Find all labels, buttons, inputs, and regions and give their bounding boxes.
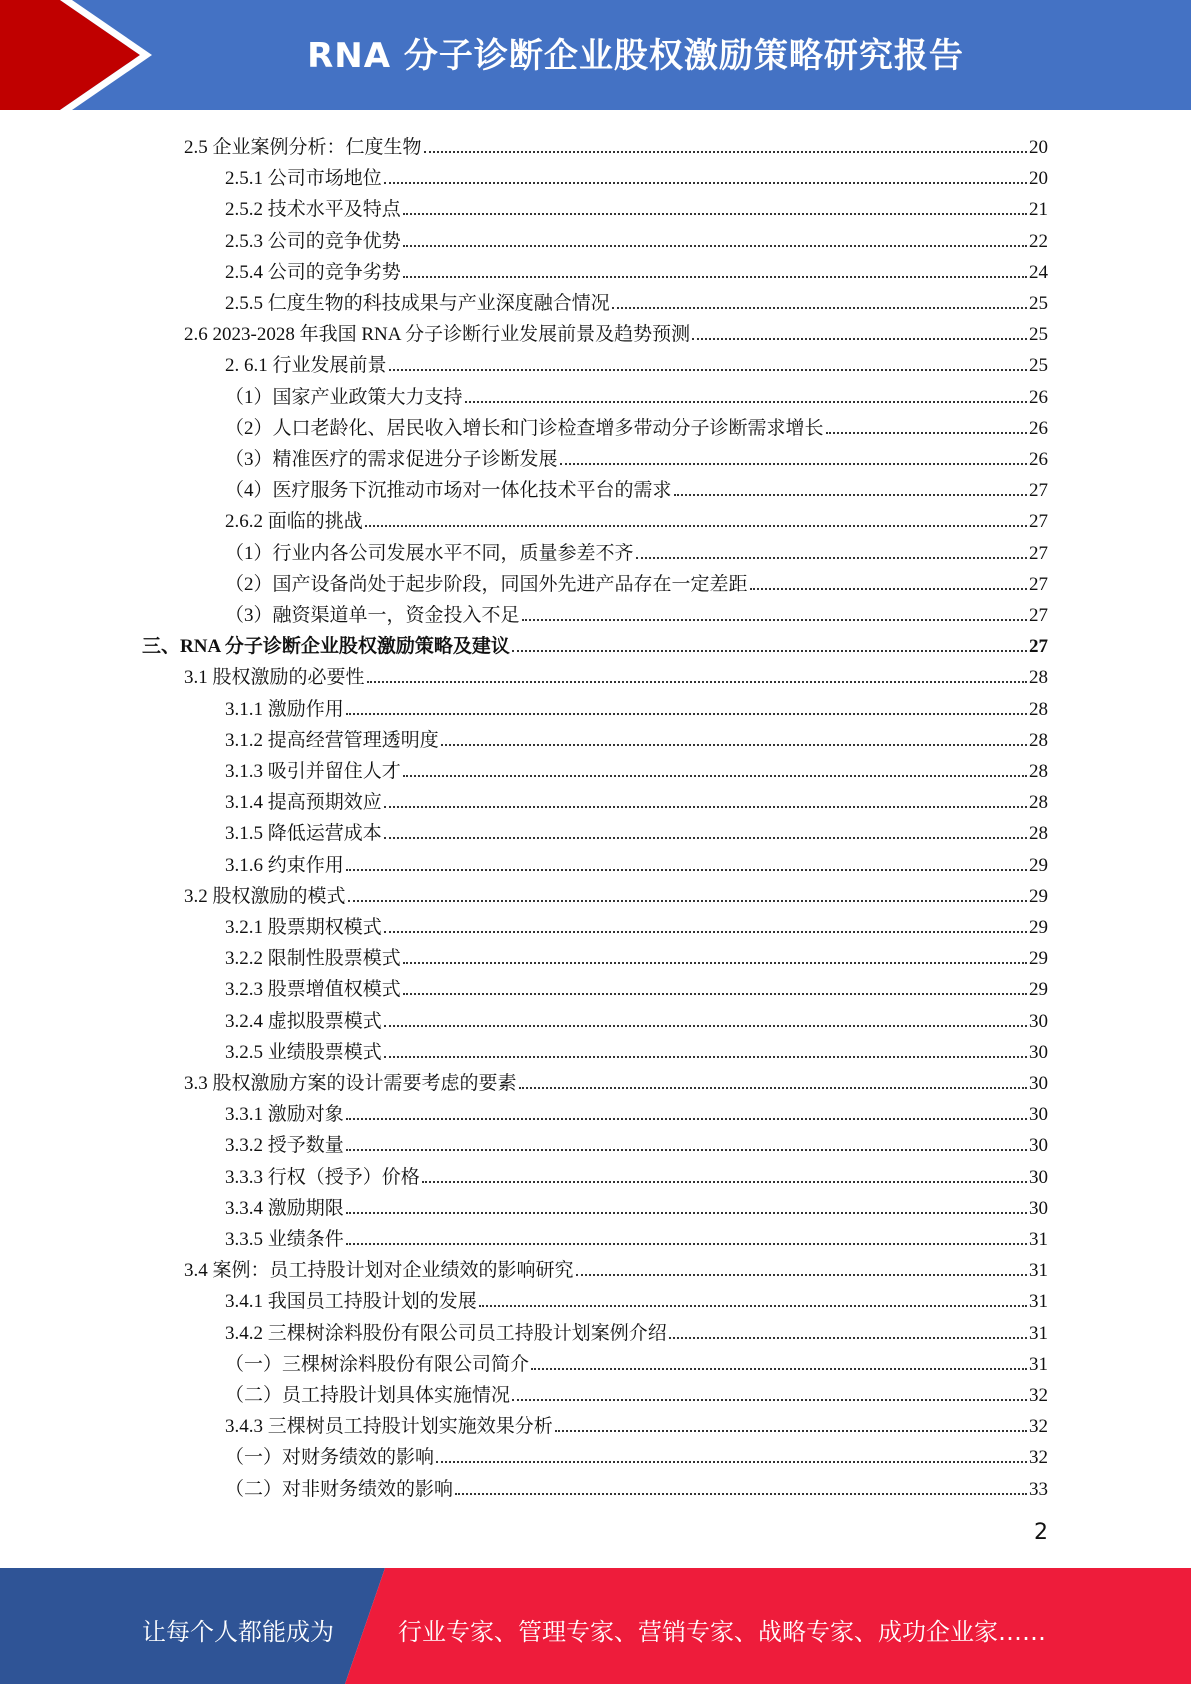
toc-entry[interactable]: [225, 970, 1048, 1001]
toc-entry[interactable]: [225, 502, 1048, 533]
toc-dot-leader: [531, 1368, 1027, 1370]
toc-entry-label: 2.5.3 公司的竞争优势: [225, 230, 401, 252]
toc-dot-leader: [384, 1056, 1027, 1058]
toc-entry[interactable]: [225, 783, 1048, 814]
toc-entry[interactable]: [225, 471, 1048, 502]
toc-entry-page: 25: [1029, 324, 1048, 346]
toc-dot-leader: [750, 588, 1027, 590]
toc-entry[interactable]: [225, 378, 1048, 409]
toc-entry[interactable]: [225, 1158, 1048, 1189]
toc-entry-page: 28: [1029, 761, 1048, 782]
toc-entry-page: 30: [1029, 1135, 1048, 1157]
toc-entry-label: （2）人口老龄化、居民收入增长和门诊检查增多带动分子诊断需求增长: [225, 417, 824, 439]
toc-dot-leader: [512, 650, 1027, 652]
toc-entry-label: 2.5.1 公司市场地位: [225, 168, 382, 190]
toc-dot-leader: [365, 525, 1027, 527]
toc-dot-leader: [479, 1305, 1027, 1307]
toc-entry[interactable]: [225, 440, 1048, 471]
toc-entry-page: 25: [1029, 355, 1048, 377]
toc-dot-leader: [555, 1430, 1027, 1432]
toc-entry[interactable]: [225, 939, 1048, 970]
toc-entry-label: 三、RNA 分子诊断企业股权激励策略及建议: [142, 636, 510, 658]
toc-dot-leader: [346, 1212, 1027, 1214]
toc-entry-label: 3.1.3 吸引并留住人才: [225, 761, 401, 782]
toc-entry-label: 2.6 2023-2028 年我国 RNA 分子诊断行业发展前景及趋势预测: [184, 324, 691, 346]
toc-entry[interactable]: [184, 315, 1048, 346]
toc-entry-page: 32: [1029, 1447, 1048, 1469]
toc-entry[interactable]: [225, 752, 1048, 783]
toc-entry-label: （一）三棵树涂料股份有限公司简介: [225, 1353, 530, 1375]
toc-entry-page: 29: [1029, 917, 1048, 938]
toc-entry-label: 3.2.1 股票期权模式: [225, 917, 382, 938]
toc-entry-page: 30: [1029, 1166, 1048, 1188]
toc-entry-label: 3.1.4 提高预期效应: [225, 792, 382, 814]
toc-entry-page: 26: [1029, 386, 1048, 408]
toc-dot-leader: [403, 962, 1027, 964]
toc-entry[interactable]: [225, 409, 1048, 440]
toc-dot-leader: [346, 1243, 1027, 1245]
toc-entry-page: 21: [1029, 199, 1048, 221]
toc-entry-label: 2.6.2 面临的挑战: [225, 511, 363, 533]
toc-dot-leader: [346, 713, 1027, 715]
toc-entry-page: 30: [1029, 1041, 1048, 1063]
toc-entry-page: 30: [1029, 1197, 1048, 1219]
toc-entry[interactable]: [225, 222, 1048, 253]
toc-entry-page: 20: [1029, 137, 1048, 158]
toc-entry-label: 3.3.3 行权（授予）价格: [225, 1166, 420, 1188]
toc-entry-label: 3.2.2 限制性股票模式: [225, 948, 401, 970]
toc-entry-page: 26: [1029, 417, 1048, 439]
toc-dot-leader: [612, 307, 1027, 309]
toc-entry-label: 3.4.2 三棵树涂料股份有限公司员工持股计划案例介绍: [225, 1322, 667, 1344]
toc-entry-label: （4）医疗服务下沉推动市场对一体化技术平台的需求: [225, 480, 672, 502]
toc-entry[interactable]: [225, 1470, 1048, 1501]
toc-entry-label: 3.1.5 降低运营成本: [225, 823, 382, 845]
toc-entry-page: 29: [1029, 948, 1048, 970]
toc-dot-leader: [403, 213, 1027, 215]
toc-entry-label: 3.4.1 我国员工持股计划的发展: [225, 1291, 477, 1313]
toc-dot-leader: [560, 463, 1027, 465]
toc-dot-leader: [403, 245, 1027, 247]
toc-entry-label: （3）融资渠道单一，资金投入不足: [225, 605, 520, 626]
toc-entry[interactable]: [225, 1345, 1048, 1376]
toc-entry[interactable]: [225, 1376, 1048, 1407]
toc-entry[interactable]: [225, 1002, 1048, 1033]
toc-dot-leader: [346, 869, 1027, 871]
toc-entry[interactable]: [225, 1282, 1048, 1313]
toc-entry[interactable]: [225, 1033, 1048, 1064]
toc-dot-leader: [403, 993, 1027, 995]
toc-entry[interactable]: [142, 627, 1048, 658]
toc-entry[interactable]: [225, 159, 1048, 190]
toc-entry-label: 3.3.5 业绩条件: [225, 1229, 344, 1250]
toc-dot-leader: [826, 432, 1027, 434]
toc-entry[interactable]: [225, 190, 1048, 221]
toc-entry[interactable]: [225, 346, 1048, 377]
toc-entry-page: 24: [1029, 261, 1048, 283]
toc-entry-page: 28: [1029, 667, 1048, 689]
toc-entry-page: 22: [1029, 230, 1048, 252]
toc-entry-page: 32: [1029, 1416, 1048, 1438]
toc-entry-page: 28: [1029, 823, 1048, 845]
toc-entry-label: 3.4.3 三棵树员工持股计划实施效果分析: [225, 1416, 553, 1438]
footer-slogan-right: 行业专家、管理专家、营销专家、战略专家、成功企业家……: [398, 1618, 1046, 1646]
toc-dot-leader: [465, 401, 1027, 403]
toc-dot-leader: [389, 369, 1027, 371]
page-footer: [0, 1568, 1191, 1684]
toc-entry-page: 30: [1029, 1010, 1048, 1032]
toc-entry-label: （1）行业内各公司发展水平不同，质量参差不齐: [225, 542, 634, 564]
toc-entry[interactable]: [225, 721, 1048, 752]
toc-entry[interactable]: [184, 1064, 1048, 1095]
toc-dot-leader: [348, 900, 1027, 902]
toc-dot-leader: [384, 806, 1027, 808]
toc-entry-label: 3.2.4 虚拟股票模式: [225, 1010, 382, 1032]
toc-entry-page: 26: [1029, 449, 1048, 470]
toc-dot-leader: [403, 775, 1027, 777]
toc-dot-leader: [519, 1087, 1027, 1089]
toc-entry[interactable]: [225, 565, 1048, 596]
toc-entry[interactable]: [225, 908, 1048, 939]
toc-entry-label: 2.5.2 技术水平及特点: [225, 199, 401, 221]
toc-dot-leader: [384, 182, 1027, 184]
page-header: [0, 0, 1191, 110]
toc-entry[interactable]: [225, 690, 1048, 721]
toc-entry-label: 3.1.2 提高经营管理透明度: [225, 729, 439, 751]
toc-dot-leader: [384, 837, 1027, 839]
toc-entry[interactable]: [225, 1314, 1048, 1345]
toc-entry-label: （二）员工持股计划具体实施情况: [225, 1385, 511, 1406]
toc-entry-label: 3.2.5 业绩股票模式: [225, 1041, 382, 1063]
toc-entry-page: 27: [1029, 605, 1048, 626]
toc-dot-leader: [422, 1181, 1027, 1183]
toc-dot-leader: [576, 1274, 1027, 1276]
toc-entry[interactable]: [184, 1251, 1048, 1282]
toc-entry-label: 3.2.3 股票增值权模式: [225, 979, 401, 1001]
toc-dot-leader: [512, 1399, 1027, 1401]
toc-entry[interactable]: [225, 1095, 1048, 1126]
toc-entry[interactable]: [225, 1438, 1048, 1469]
toc-entry[interactable]: [225, 253, 1048, 284]
toc-entry[interactable]: [225, 596, 1048, 627]
toc-entry[interactable]: [225, 1220, 1048, 1251]
toc-dot-leader: [403, 276, 1027, 278]
toc-entry-label: 2.5 企业案例分析：仁度生物: [184, 137, 422, 158]
toc-entry-page: 31: [1029, 1260, 1048, 1282]
toc-entry-label: （二）对非财务绩效的影响: [225, 1478, 454, 1500]
toc-entry-page: 31: [1029, 1353, 1048, 1375]
toc-entry-label: 2.5.5 仁度生物的科技成果与产业深度融合情况: [225, 293, 610, 314]
toc-dot-leader: [384, 1025, 1027, 1027]
toc-entry-page: 31: [1029, 1322, 1048, 1344]
toc-entry-page: 28: [1029, 698, 1048, 720]
toc-entry[interactable]: [225, 814, 1048, 845]
toc-entry[interactable]: [225, 846, 1048, 877]
toc-entry-label: （3）精准医疗的需求促进分子诊断发展: [225, 449, 558, 470]
toc-entry-page: 31: [1029, 1229, 1048, 1250]
toc-entry-label: 3.1 股权激励的必要性: [184, 667, 365, 689]
toc-entry-page: 27: [1029, 636, 1048, 658]
toc-entry-label: 3.1.6 约束作用: [225, 854, 344, 876]
toc-entry-page: 29: [1029, 885, 1048, 907]
toc-entry-page: 25: [1029, 293, 1048, 314]
toc-dot-leader: [436, 1461, 1027, 1463]
toc-dot-leader: [424, 151, 1027, 153]
toc-entry-page: 29: [1029, 854, 1048, 876]
toc-entry-page: 27: [1029, 480, 1048, 502]
toc-entry-page: 28: [1029, 729, 1048, 751]
toc-entry-page: 27: [1029, 542, 1048, 564]
toc-entry[interactable]: [184, 658, 1048, 689]
toc-entry[interactable]: [225, 284, 1048, 315]
toc-dot-leader: [367, 681, 1027, 683]
toc-entry-label: 3.1.1 激励作用: [225, 698, 344, 720]
toc-entry-page: 29: [1029, 979, 1048, 1001]
toc-entry-label: （2）国产设备尚处于起步阶段，同国外先进产品存在一定差距: [225, 573, 748, 595]
toc-dot-leader: [441, 744, 1027, 746]
toc-entry-page: 30: [1029, 1104, 1048, 1126]
toc-entry-label: 3.3.2 授予数量: [225, 1135, 344, 1157]
toc-entry[interactable]: [225, 534, 1048, 565]
toc-entry-page: 20: [1029, 168, 1048, 190]
toc-entry-page: 32: [1029, 1385, 1048, 1406]
toc-dot-leader: [522, 619, 1027, 621]
toc-entry[interactable]: [184, 128, 1048, 159]
toc-entry-label: 3.3 股权激励方案的设计需要考虑的要素: [184, 1073, 517, 1094]
toc-dot-leader: [346, 1149, 1027, 1151]
toc-dot-leader: [636, 557, 1027, 559]
toc-entry-label: 2. 6.1 行业发展前景: [225, 355, 387, 377]
toc-entry-label: （一）对财务绩效的影响: [225, 1447, 435, 1469]
toc-entry-page: 31: [1029, 1291, 1048, 1313]
toc-entry-label: 2.5.4 公司的竞争劣势: [225, 261, 401, 283]
toc-entry-label: 3.4 案例：员工持股计划对企业绩效的影响研究: [184, 1260, 574, 1282]
toc-entry-label: 3.2 股权激励的模式: [184, 885, 346, 907]
toc-dot-leader: [455, 1493, 1027, 1495]
toc-dot-leader: [669, 1337, 1027, 1339]
toc-entry[interactable]: [225, 1126, 1048, 1157]
toc-entry-page: 30: [1029, 1073, 1048, 1094]
toc-dot-leader: [384, 931, 1027, 933]
report-title: RNA 分子诊断企业股权激励策略研究报告: [307, 36, 964, 76]
toc-entry-label: （1）国家产业政策大力支持: [225, 386, 463, 408]
toc-entry-label: 3.3.4 激励期限: [225, 1197, 344, 1219]
footer-slogan-left: 让每个人都能成为: [142, 1618, 334, 1646]
toc-entry-label: 3.3.1 激励对象: [225, 1104, 344, 1126]
toc-dot-leader: [346, 1118, 1027, 1120]
toc-entry[interactable]: [184, 877, 1048, 908]
toc-entry[interactable]: [225, 1407, 1048, 1438]
toc-entry-page: 27: [1029, 511, 1048, 533]
toc-entry-page: 28: [1029, 792, 1048, 814]
toc-dot-leader: [674, 494, 1027, 496]
toc-entry[interactable]: [225, 1189, 1048, 1220]
page-number: 2: [1034, 1520, 1048, 1545]
toc-entry-page: 27: [1029, 573, 1048, 595]
toc-entry-page: 33: [1029, 1478, 1048, 1500]
toc-dot-leader: [692, 338, 1027, 340]
